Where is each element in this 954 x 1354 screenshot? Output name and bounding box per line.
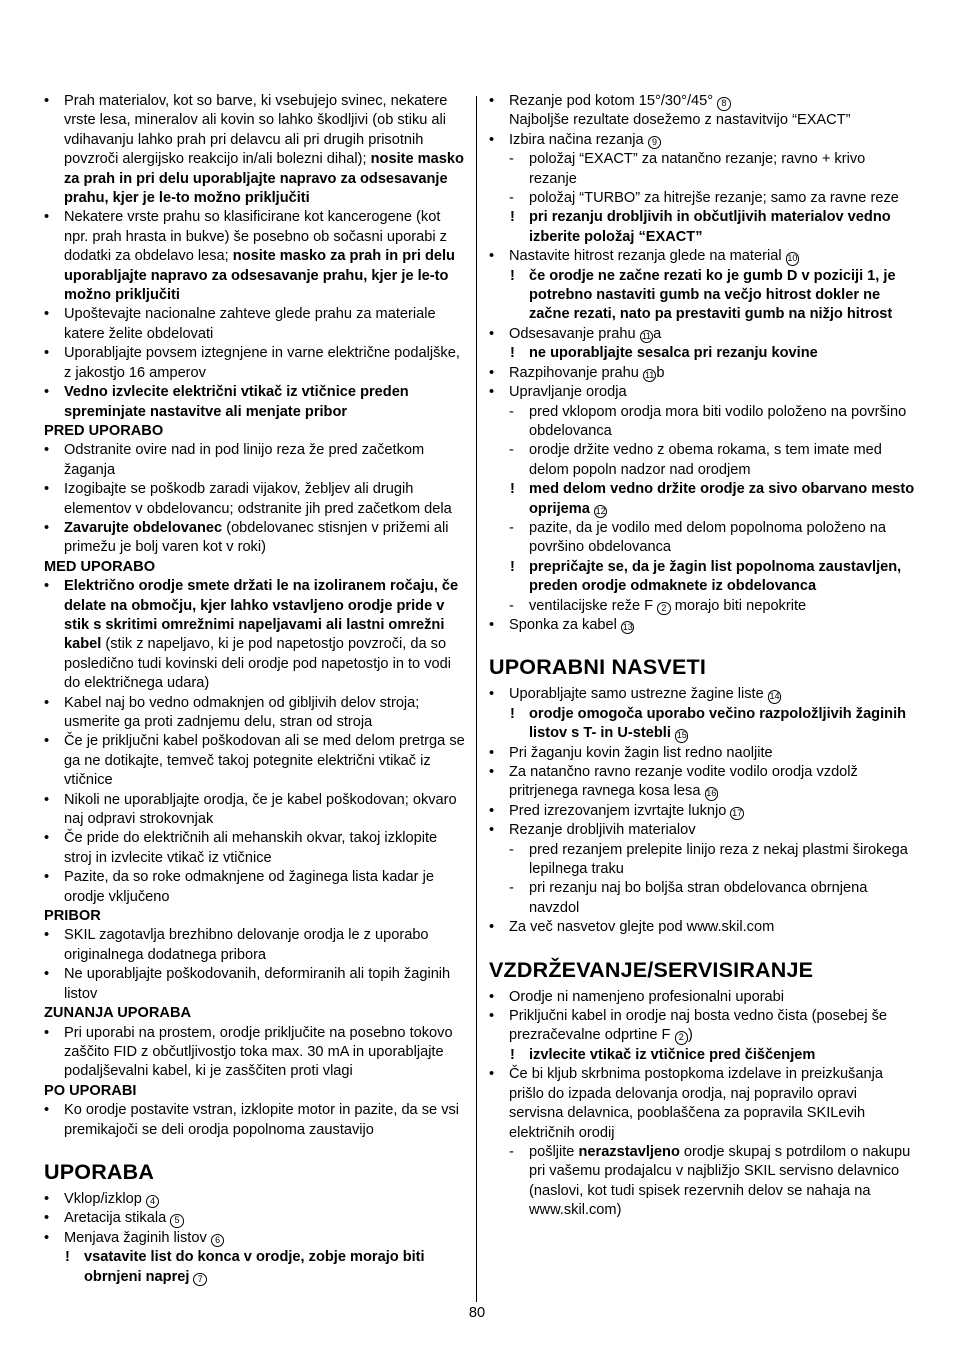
subheading-before-use: PRED UPORABO xyxy=(44,422,164,439)
figure-ref-badge: 2 xyxy=(657,602,671,616)
warning-item: ! orodje omogoča uporabo večino razpoložljivih žaginih listov s T- in U-stebli 15 xyxy=(489,705,915,744)
figure-ref-badge: 15 xyxy=(675,729,689,743)
figure-ref-badge: 10 xyxy=(786,252,800,266)
list-item: • Priključni kabel in orodje naj bosta vedno čista (posebej še prezračevalne odprtine F 2 ) xyxy=(489,1007,915,1046)
list-item: • Nikoli ne uporabljajte orodja, če je kabel poškodovan; okvaro naj odpravi strokovnjak xyxy=(44,791,466,830)
figure-ref-badge: 7 xyxy=(193,1273,207,1287)
list-item: • Ne uporabljajte poškodovanih, deformiranih ali topih žaginih listov xyxy=(44,965,466,1004)
list-item: • Za več nasvetov glejte pod www.skil.com xyxy=(489,918,915,937)
list-item: • Pri žaganju kovin žagin list redno naoljite xyxy=(489,744,915,763)
warning-item: ! med delom vedno držite orodje za sivo obarvano mesto oprijema 12 xyxy=(489,480,915,519)
dash-item: - pošljite nerazstavljeno orodje skupaj s potrdilom o nakupu pri vašemu prodajalcu v najbližjo SKIL servisno delavnico (naslovi, kot tudi spisek rezervnih delov se nahaja na www.skil.com) xyxy=(489,1143,915,1221)
figure-ref-badge: 11 xyxy=(640,330,654,344)
list-item: • Upoštevajte nacionalne zahteve glede prahu za materiale katere želite obdelovati xyxy=(44,305,466,344)
figure-ref-badge: 16 xyxy=(705,787,719,801)
list-item: • Rezanje drobljivih materialov xyxy=(489,821,915,840)
list-item: • Vklop/izklop 4 xyxy=(44,1190,466,1209)
list-item: • Za natančno ravno rezanje vodite vodilo orodja vzdolž pritrjenega ravnega kosa lesa 16 xyxy=(489,763,915,802)
list-item: • Vedno izvlecite električni vtikač iz vtičnice preden spreminjate nastavitve ali menjate pribor xyxy=(44,383,466,422)
list-item: • Električno orodje smete držati le na izoliranem ročaju, če delate na območju, kjer lahko vstavljeno orodje pride v stik s skritimi omrežnimi napeljavami ali lastni omrežni kabel (stik z napeljavo, ki je pod napetostjo povzroči, da so posledično tudi kovinski deli orodje pod napetostjo in to vodi do električnega udara) xyxy=(44,577,466,693)
list-item: • Sponka za kabel 13 xyxy=(489,616,915,635)
subheading-accessories: PRIBOR xyxy=(44,908,101,925)
warning-item: ! izvlecite vtikač iz vtičnice pred čiščenjem xyxy=(489,1046,915,1065)
dash-item: - pred rezanjem prelepite linijo reza z nekaj plastmi širokega lepilnega traku xyxy=(489,841,915,880)
figure-ref-badge: 6 xyxy=(211,1234,225,1248)
list-item: • Pred izrezovanjem izvrtajte luknjo 17 xyxy=(489,802,915,821)
list-item: • Če pride do električnih ali mehanskih okvar, takoj izklopite stroj in izvlecite vtikač iz vtičnice xyxy=(44,829,466,868)
list-item: • Aretacija stikala 5 xyxy=(44,1209,466,1228)
page-number: 80 xyxy=(468,1305,486,1321)
warning-item: ! pri rezanju drobljivih in občutljivih materialov vedno izberite položaj “EXACT” xyxy=(489,208,915,247)
list-item: • Izogibajte se poškodb zaradi vijakov, žebljev ali drugih elementov v obdelovancu; odstranite jih pred začetkom dela xyxy=(44,480,466,519)
figure-ref-badge: 2 xyxy=(675,1031,689,1045)
figure-ref-badge: 11 xyxy=(643,369,657,383)
list-item: • Kabel naj bo vedno odmaknjen od gibljivih delov stroja; usmerite ga proti zadnjemu delu, stran od stroja xyxy=(44,694,466,733)
list-item: • SKIL zagotavlja brezhibno delovanje orodja le z uporabo originalnega dodatnega pribora xyxy=(44,926,466,965)
figure-ref-badge: 17 xyxy=(730,807,744,821)
subheading-during-use: MED UPORABO xyxy=(44,558,156,575)
list-item: • Upravljanje orodja xyxy=(489,383,915,402)
figure-ref-badge: 8 xyxy=(717,97,731,111)
list-item: • Pri uporabi na prostem, orodje priključite na posebno tokovo zaščito FID z občutljivostjo toka max. 30 mA in uporabljajte podaljševalni kabel, ki je zasščiten proti vlagi xyxy=(44,1024,466,1082)
figure-ref-badge: 12 xyxy=(594,505,608,519)
list-item: • Uporabljajte samo ustrezne žagine liste 14 xyxy=(489,685,915,704)
dash-item: - položaj “EXACT” za natančno rezanje; ravno + krivo rezanje xyxy=(489,150,915,189)
list-item: • Prah materialov, kot so barve, ki vsebujejo svinec, nekatere vrste lesa, mineralov ali kovin so lahko škodljivi (ob stiku ali vdihavanju lahko prah pri delavcu ali pri drugih prisotnih povzroči alergijsko reakcijo in/ali bolezni dihal); nosite masko za prah in pri delu uporabljajte napravo za odsesavanje prahu, kjer je le-to možno priključiti xyxy=(44,92,466,208)
figure-ref-badge: 14 xyxy=(768,690,782,704)
list-item: • Razpihovanje prahu 11 b xyxy=(489,364,915,383)
warning-item: ! če orodje ne začne rezati ko je gumb D v poziciji 1, je potrebno nastaviti gumb na večjo hitrost dokler ne začne rezati, nato pa prestaviti gumb na nižjo hitrost xyxy=(489,267,915,325)
section-heading-tips: UPORABNI NASVETI xyxy=(489,655,707,680)
list-item: • Orodje ni namenjeno profesionalni uporabi xyxy=(489,988,915,1007)
dash-item: - položaj “TURBO” za hitrejše rezanje; samo za ravne reze xyxy=(489,189,915,208)
list-item: • Izbira načina rezanja 9 xyxy=(489,131,915,150)
list-item: • Menjava žaginih listov 6 xyxy=(44,1229,466,1248)
figure-ref-badge: 13 xyxy=(621,621,635,635)
column-divider xyxy=(476,96,477,1302)
list-item: • Uporabljajte povsem iztegnjene in varne električne podaljške, z jakostjo 16 amperov xyxy=(44,344,466,383)
section-heading-maintenance: VZDRŽEVANJE/SERVISIRANJE xyxy=(489,957,814,982)
list-item: • Rezanje pod kotom 15°/30°/45° 8 Najboljše rezultate dosežemo z nastavitvijo “EXACT” xyxy=(489,92,915,131)
figure-ref-badge: 4 xyxy=(146,1195,160,1209)
subheading-outdoor-use: ZUNANJA UPORABA xyxy=(44,1005,192,1022)
dash-item: - pred vklopom orodja mora biti vodilo položeno na površino obdelovanca xyxy=(489,403,915,442)
subheading-after-use: PO UPORABI xyxy=(44,1082,137,1099)
list-item: • Ko orodje postavite vstran, izklopite motor in pazite, da se vsi premikajoči se deli orodja popolnoma zaustavijo xyxy=(44,1101,466,1140)
right-column xyxy=(489,92,915,1221)
list-item: • Če bi kljub skrbnima postopkoma izdelave in preizkušanja prišlo do izpada delovanja orodja, naj popravilo opravi servisna delavnica, pooblaščena za popravila SKILevih električnih orodij xyxy=(489,1065,915,1143)
left-column xyxy=(44,92,466,1287)
list-item: • Odstranite ovire nad in pod linijo reza že pred začetkom žaganja xyxy=(44,441,466,480)
dash-item: - pazite, da je vodilo med delom popolnoma položeno na površino obdelovanca xyxy=(489,519,915,558)
figure-ref-badge: 9 xyxy=(648,136,662,150)
warning-item: ! prepričajte se, da je žagin list popolnoma zaustavljen, preden orodje odmaknete iz obdelovanca xyxy=(489,558,915,597)
figure-ref-badge: 5 xyxy=(170,1214,184,1228)
section-heading-use: UPORABA xyxy=(44,1159,155,1184)
warning-item: ! vsatavite list do konca v orodje, zobje morajo biti obrnjeni naprej 7 xyxy=(44,1248,466,1287)
dash-item: - orodje držite vedno z obema rokama, s tem imate med delom popoln nadzor nad orodjem xyxy=(489,441,915,480)
list-item: • Nekatere vrste prahu so klasificirane kot kancerogene (kot npr. prah hrasta in bukve) še posebno ob sočasni uporabi z dodatki za obdelavo lesa; nosite masko za prah in pri delu uporabljajte napravo za odsesavanje prahu, kjer je le-to možno priključiti xyxy=(44,208,466,305)
list-item: • Če je priključni kabel poškodovan ali se med delom pretrga se ga ne dotikajte, temveč takoj potegnite električni vtikač iz vtičnice xyxy=(44,732,466,790)
list-item: • Nastavite hitrost rezanja glede na material 10 xyxy=(489,247,915,266)
list-item: • Zavarujte obdelovanec (obdelovanec stisnjen v prižemi ali primežu je bolj varen kot v roki) xyxy=(44,519,466,558)
warning-item: ! ne uporabljajte sesalca pri rezanju kovine xyxy=(489,344,915,363)
dash-item: - ventilacijske reže F 2 morajo biti nepokrite xyxy=(489,597,915,616)
list-item: • Pazite, da so roke odmaknjene od žaginega lista kadar je orodje vključeno xyxy=(44,868,466,907)
dash-item: - pri rezanju naj bo boljša stran obdelovanca obrnjena navzdol xyxy=(489,879,915,918)
list-item: • Odsesavanje prahu 11 a xyxy=(489,325,915,344)
